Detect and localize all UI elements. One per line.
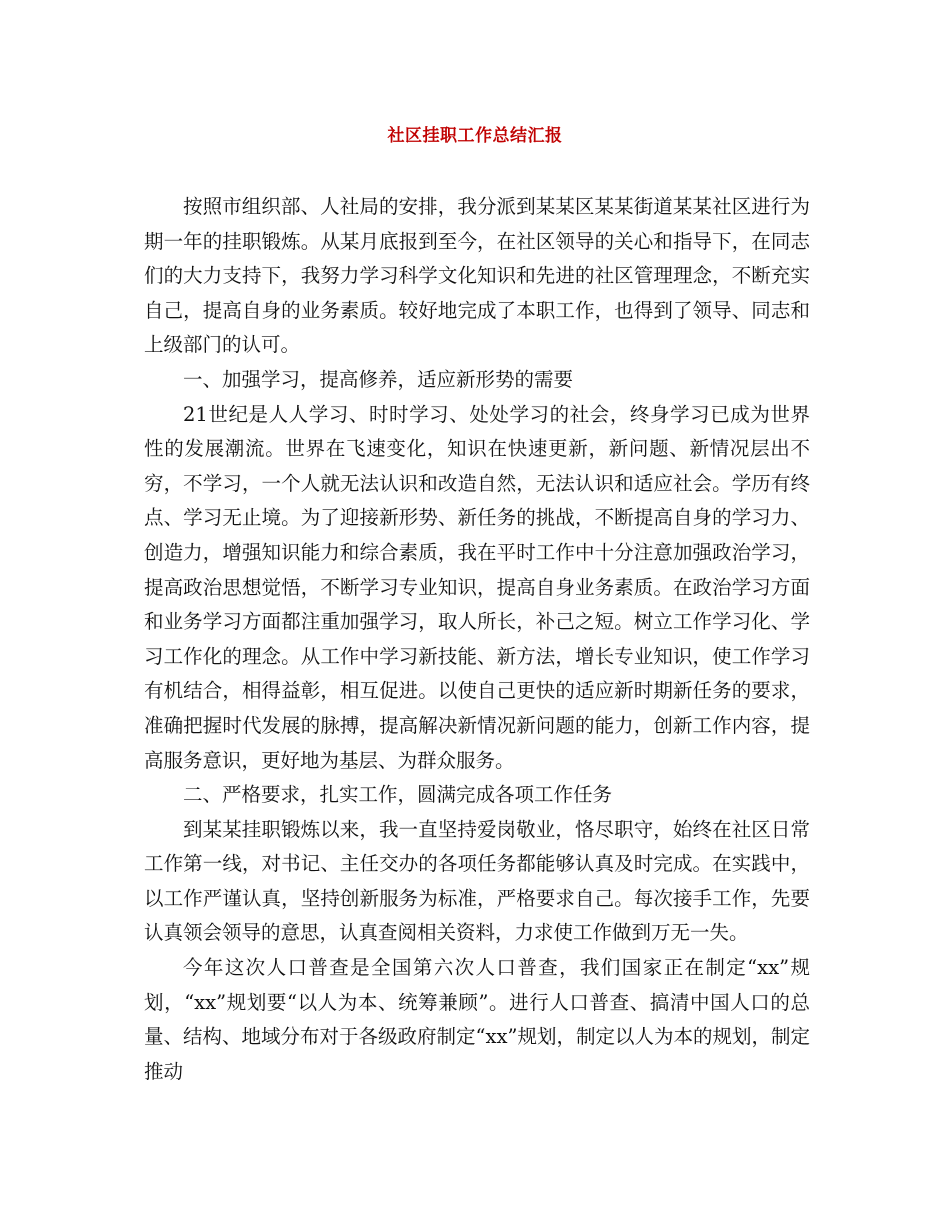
section-1-paragraph: 21世纪是人人学习、时时学习、处处学习的社会，终身学习已成为世界性的发展潮流。世界在飞速变化，知识在快速更新，新问题、新情况层出不穷，不学习，一个人就无法认识和改造自然，无法认识和适应社会。学历有终点、学习无止境。为了迎接新形势、新任务的挑战，不断提高自身的学习力、创造力，增强知识能力和综合素质，我在平时工作中十分注意加强政治学习，提高政治思想觉悟，不断学习专业知识，提高自身业务素质。在政治学习方面和业务学习方面都注重加强学习，取人所长，补己之短。树立工作学习化、学习工作化的理念。从工作中学习新技能、新方法，增长专业知识，使工作学习有机结合，相得益彰，相互促进。以使自己更快的适应新时期新任务的要求，准确把握时代发展的脉搏，提高解决新情况新问题的能力，创新工作内容，提高服务意识，更好地为基层、为群众服务。: [144, 402, 810, 772]
document-title: 社区挂职工作总结汇报: [387, 126, 563, 146]
section-heading-2: 二、严格要求，扎实工作，圆满完成各项工作任务: [183, 783, 613, 807]
section-2-paragraph-1: 到某某挂职锻炼以来，我一直坚持爱岗敬业，恪尽职守，始终在社区日常工作第一线，对书记、主任交办的各项任务都能够认真及时完成。在实践中，以工作严谨认真，坚持创新服务为标准，严格要求自己。每次接手工作，先要认真领会领导的意思，认真查阅相关资料，力求使工作做到万无一失。: [144, 817, 810, 945]
section-2-paragraph-2: 今年这次人口普查是全国第六次人口普查，我们国家正在制定“xx”规划，“xx”规划要“以人为本、统筹兼顾”。进行人口普查、搞清中国人口的总量、结构、地域分布对于各级政府制定“xx”规划，制定以人为本的规划，制定推动: [144, 956, 810, 1083]
section-heading-1: 一、加强学习，提高修养，适应新形势的需要: [183, 367, 574, 391]
document-body: [144, 190, 810, 1089]
intro-paragraph: 按照市组织部、人社局的安排，我分派到某某区某某街道某某社区进行为期一年的挂职锻炼。从某月底报到至今，在社区领导的关心和指导下，在同志们的大力支持下，我努力学习科学文化知识和先进的社区管理理念，不断充实自己，提高自身的业务素质。较好地完成了本职工作，也得到了领导、同志和上级部门的认可。: [144, 195, 810, 357]
